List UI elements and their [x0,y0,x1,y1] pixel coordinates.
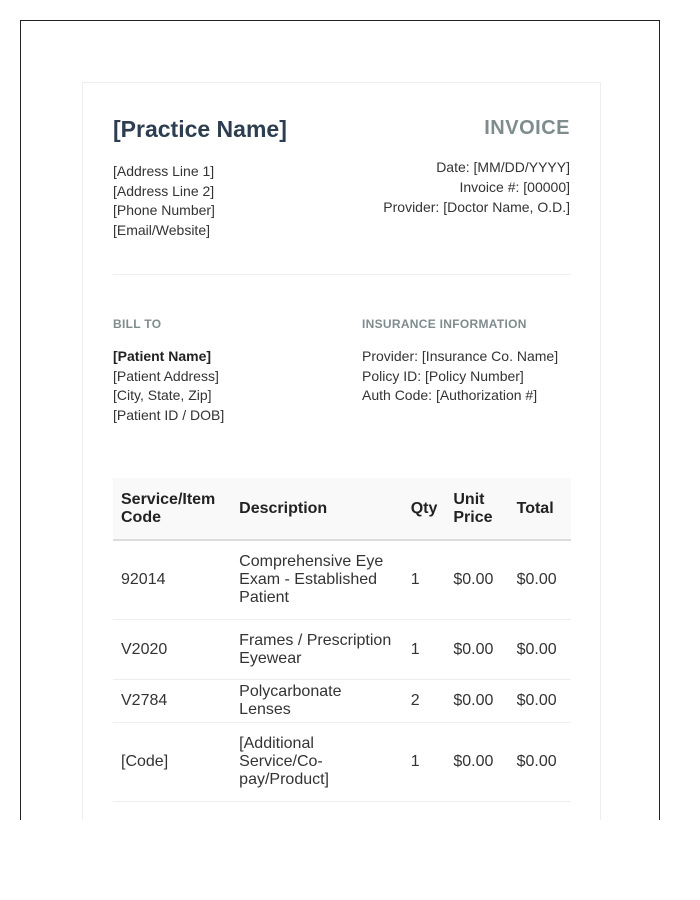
cell-qty: 1 [403,540,446,620]
table-row [113,540,571,620]
cell-description: Comprehensive Eye Exam - Established Patient [231,540,403,620]
insurance-block [362,347,558,406]
cell-unit-price: $0.00 [445,723,508,802]
cell-total: $0.00 [509,680,571,723]
cell-qty: 2 [403,680,446,723]
cell-code: V2020 [113,620,231,680]
insurance-auth-code: Auth Code: [Authorization #] [362,387,538,404]
practice-name: [Practice Name] [113,116,287,142]
table-header-row [113,478,571,540]
practice-address-block [113,162,215,240]
invoice-meta-block [383,157,570,217]
cell-description: Polycarbonate Lenses [231,680,403,723]
address-line-2: [Address Line 2] [113,182,215,199]
header-divider [113,274,571,275]
address-line-1: [Address Line 1] [113,163,215,179]
cell-description: Frames / Prescription Eyewear [231,620,403,680]
table-row [113,680,571,723]
cell-code: 92014 [113,540,231,620]
insurance-policy-id: Policy ID: [Policy Number] [362,367,524,384]
insurance-info-label: INSURANCE INFORMATION [362,317,527,331]
cell-code: V2784 [113,680,231,723]
cell-unit-price: $0.00 [445,540,508,620]
cell-qty: 1 [403,620,446,680]
cell-unit-price: $0.00 [445,620,508,680]
cell-total: $0.00 [509,540,571,620]
cell-qty: 1 [403,723,446,802]
invoice-items-table [113,478,571,802]
patient-city-state-zip: [City, State, Zip] [113,387,212,404]
insurance-provider: Provider: [Insurance Co. Name] [362,348,559,364]
invoice-provider: Provider: [Doctor Name, O.D.] [383,199,570,215]
header-description: Description [231,478,403,540]
document-page [20,20,660,820]
header-qty: Qty [403,478,446,540]
cell-code: [Code] [113,723,231,802]
table-row [113,620,571,680]
invoice-number: Invoice #: [00000] [459,179,570,195]
cell-description: [Additional Service/Co-pay/Product] [231,723,403,802]
header-code: Service/Item Code [113,478,231,540]
email-website: [Email/Website] [113,221,210,238]
header-unit-price: Unit Price [445,478,508,540]
patient-id-dob: [Patient ID / DOB] [113,407,225,424]
phone-number: [Phone Number] [113,202,215,218]
invoice-title: INVOICE [484,117,570,139]
bill-to-block [113,347,224,426]
cell-total: $0.00 [509,620,571,680]
table-row [113,723,571,802]
cell-unit-price: $0.00 [445,680,508,723]
bill-to-label: BILL TO [113,317,162,331]
cell-total: $0.00 [509,723,571,802]
invoice-card [82,82,601,820]
patient-address: [Patient Address] [113,367,219,384]
invoice-date: Date: [MM/DD/YYYY] [436,159,570,175]
patient-name: [Patient Name] [113,348,212,364]
header-total: Total [509,478,571,540]
